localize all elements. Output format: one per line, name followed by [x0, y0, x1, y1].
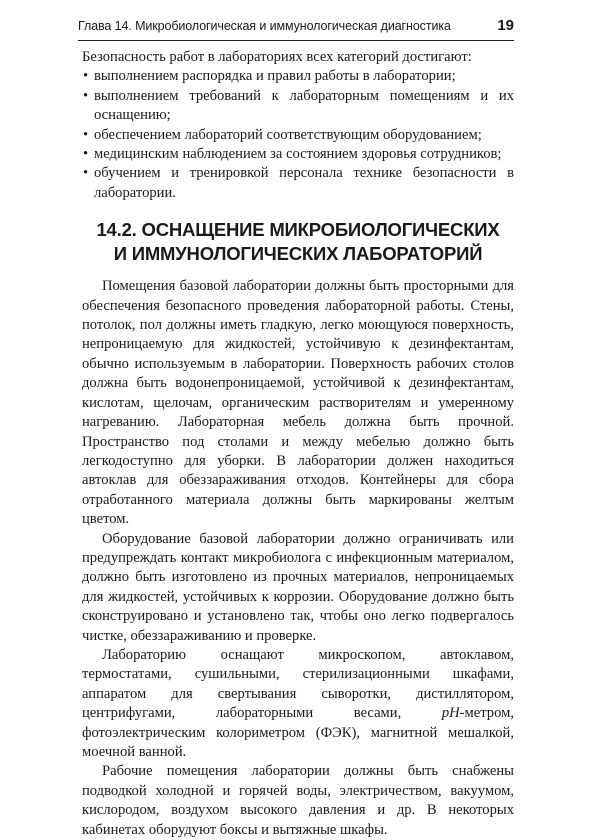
bullet-text: обеспечением лабораторий соответствующим оборудованием;: [94, 126, 482, 143]
paragraph-text-end: -метром, фотоэлектрическим колориметром (ФЭК), магнитной мешалкой, моечной ванной.: [82, 705, 514, 760]
bullet-icon: •: [83, 87, 89, 104]
bullet-item: [82, 126, 514, 145]
section-heading-line-1: 14.2. ОСНАЩЕНИЕ МИКРОБИОЛОГИЧЕСКИХ: [96, 219, 500, 241]
bullet-text: выполнением требований к лабораторным помещениям и их оснащению;: [94, 87, 514, 124]
bullet-item: [82, 164, 514, 203]
section-heading: [82, 218, 514, 266]
bullet-list: [82, 67, 514, 203]
bullet-item: [82, 145, 514, 164]
bullet-icon: •: [83, 146, 89, 163]
paragraph-equipment-list: [82, 646, 514, 762]
bullet-icon: •: [83, 165, 89, 182]
chapter-title: Глава 14. Микробиологическая и иммунологическая диагностика: [78, 19, 451, 33]
bullet-text: выполнением распорядка и правил работы в лаборатории;: [94, 68, 456, 85]
bullet-text: медицинским наблюдением за состоянием здоровья сотрудников;: [94, 146, 502, 163]
page-body: [82, 48, 514, 840]
bullet-text: обучением и тренировкой персонала технике безопасности в лаборатории.: [94, 165, 514, 201]
running-header: [78, 16, 514, 41]
page-number: 19: [497, 17, 514, 34]
bullet-item: [82, 67, 514, 86]
paragraph-premises: Помещения базовой лаборатории должны быть просторными для обеспечения безопасного проведения лабораторной работы. Стены, потолок, пол должны иметь гладкую, легко моющуюся поверхность, непроницаемую для жидкостей, устойчивую к дезинфектантам, обычно используемым в лаборатории. Поверхность рабочих столов должна быть водонепроницаемой, устойчивой к дезинфектантам, кислотам, щелочам, органическим растворителям и умеренному нагреванию. Лабораторная мебель должна быть прочной. Пространство под столами и между мебелью должно быть легкодоступно для уборки. В лаборатории должен находиться автоклав для обеззараживания отходов. Контейнеры для сбора отработанного материала должны быть маркированы желтым цветом.: [82, 278, 514, 528]
paragraph-text-start: Лабораторию оснащают микроскопом, автоклавом, термостатами, сушильными, стерилизационными шкафами, аппаратом для свертывания сыворотки, дистиллятором, центрифугами, лабораторными весами,: [82, 646, 514, 722]
intro-sentence: Безопасность работ в лабораториях всех категорий достигают:: [82, 49, 472, 65]
bullet-icon: •: [83, 68, 89, 85]
paragraph-equipment-requirements: Оборудование базовой лаборатории должно ограничивать или предупреждать контакт микробиолога с инфекционным материалом, должно быть изготовлено из прочных материалов, непроницаемых для жидкостей, устойчивых к коррозии. Оборудование должно быть сконструировано и установлено так, чтобы оно легко подвергалось чистке, обеззараживанию и проверке.: [82, 530, 514, 644]
ph-term: pH: [441, 705, 460, 722]
bullet-item: [82, 87, 514, 126]
bullet-icon: •: [83, 126, 89, 143]
section-heading-line-2: И ИММУНОЛОГИЧЕСКИХ ЛАБОРАТОРИЙ: [113, 243, 483, 265]
paragraph-utilities: Рабочие помещения лаборатории должны быть снабжены подводкой холодной и горячей воды, электричеством, вакуумом, кислородом, воздухом высокого давления и др. В некоторых кабинетах оборудуют боксы и вытяжные шкафы.: [82, 763, 514, 838]
